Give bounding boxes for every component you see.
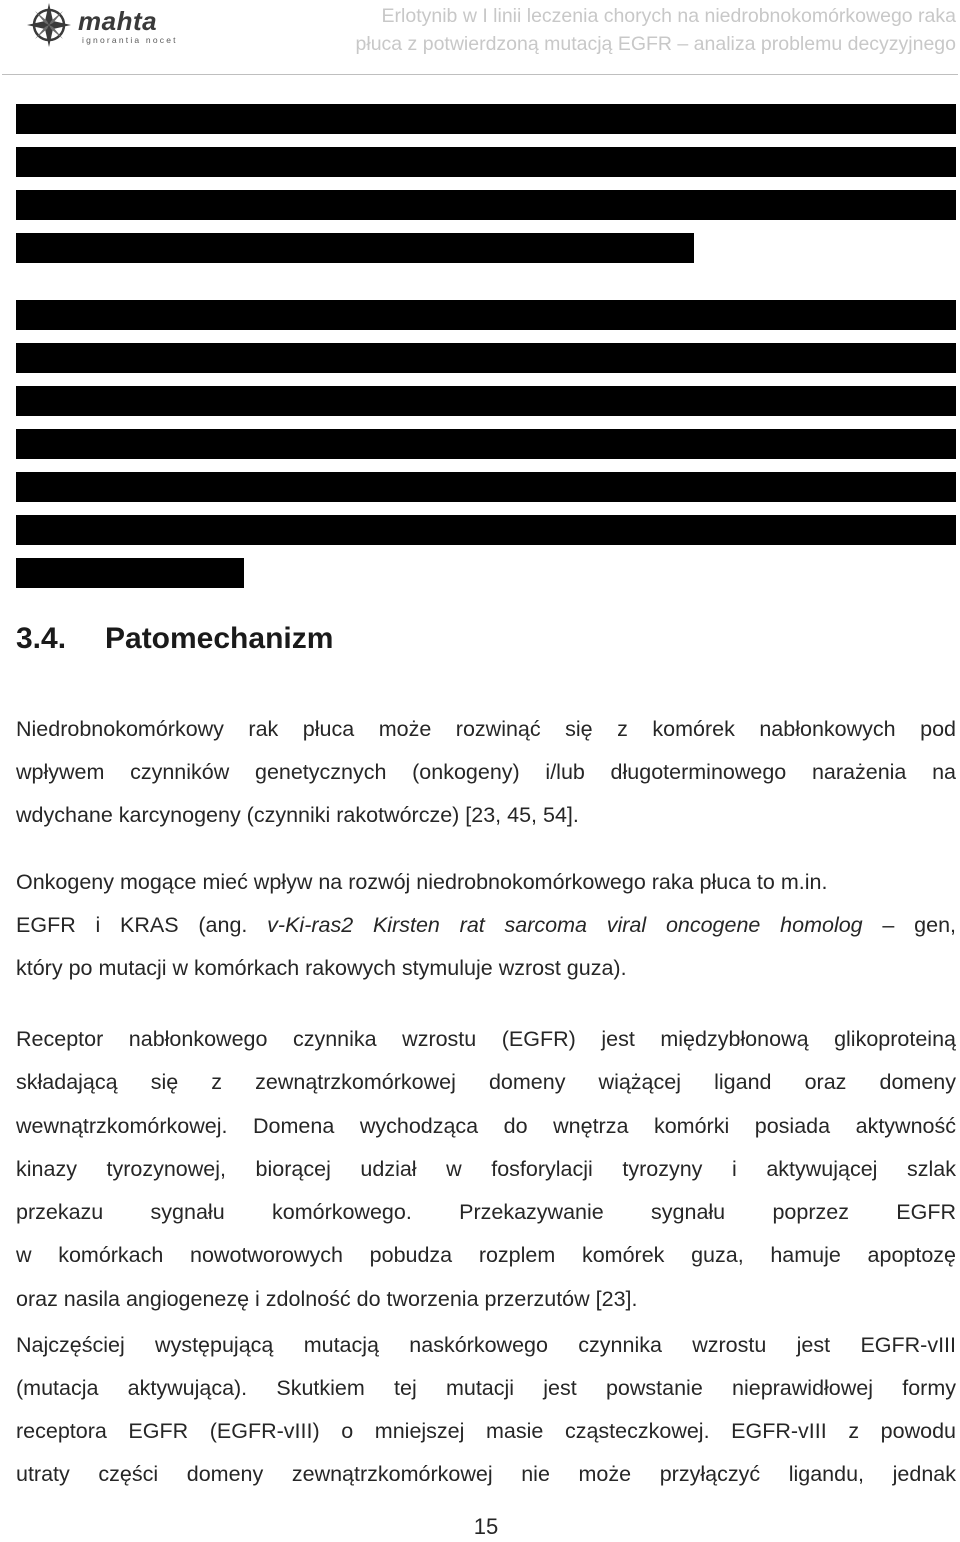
paragraph <box>16 1018 956 1321</box>
redaction-bar <box>16 300 956 330</box>
paragraph-line: utraty części domeny zewnątrzkomórkowej nie może przyłączyć ligandu, jednak <box>16 1462 956 1486</box>
paragraph-line: Niedrobnokomórkowy rak płuca może rozwinąć się z komórek nabłonkowych pod <box>16 717 956 741</box>
paragraph-line: przekazu sygnału komórkowego. Przekazywanie sygnału poprzez EGFR <box>16 1200 956 1225</box>
gene-full-name: v-Ki-ras2 Kirsten rat sarcoma viral oncogene homolog <box>267 913 863 937</box>
redaction-bar <box>16 558 244 588</box>
text-run: – gen, <box>862 913 956 937</box>
compass-rose-icon <box>26 2 72 48</box>
paragraph-line: oraz nasila angiogenezę i zdolność do tworzenia przerzutów [23]. <box>16 1286 638 1311</box>
section-title: Patomechanizm <box>105 622 334 655</box>
document-title-line: płuca z potwierdzoną mutacją EGFR – analiza problemu decyzyjnego <box>355 33 956 55</box>
redaction-bar <box>16 386 956 416</box>
section-heading <box>16 622 333 656</box>
paragraph <box>16 1324 956 1496</box>
redaction-bar <box>16 343 956 373</box>
paragraph-line: Receptor nabłonkowego czynnika wzrostu (EGFR) jest międzybłonową glikoproteiną <box>16 1027 956 1051</box>
redaction-bar <box>16 233 694 263</box>
paragraph-line: receptora EGFR (EGFR-vIII) o mniejszej masie cząsteczkowej. EGFR-vIII z powodu <box>16 1419 956 1443</box>
paragraph-line: który po mutacji w komórkach rakowych stymuluje wzrost guza). <box>16 956 627 980</box>
paragraph-line <box>16 904 956 947</box>
brand-name: mahta <box>78 6 158 36</box>
redaction-bar <box>16 190 956 220</box>
document-title <box>236 2 956 58</box>
paragraph-line: wewnątrzkomórkowej. Domena wychodząca do wnętrza komórki posiada aktywność <box>16 1113 956 1138</box>
paragraph-line: w komórkach nowotworowych pobudza rozplem komórek guza, hamuje apoptozę <box>16 1243 956 1268</box>
document-title-line: Erlotynib w I linii leczenia chorych na niedrobnokomórkowego raka <box>381 5 956 27</box>
section-number: 3.4. <box>16 622 67 655</box>
header-divider <box>2 74 958 75</box>
paragraph-line: Najczęściej występującą mutacją naskórkowego czynnika wzrostu jest EGFR-vIII <box>16 1333 956 1357</box>
redaction-bar <box>16 147 956 177</box>
paragraph-line: Onkogeny mogące mieć wpływ na rozwój niedrobnokomórkowego raka płuca to m.in. <box>16 870 828 894</box>
paragraph-line: wdychane karcynogeny (czynniki rakotwórcze) [23, 45, 54]. <box>16 803 579 827</box>
paragraph-line: wpływem czynników genetycznych (onkogeny) i/lub długoterminowego narażenia na <box>16 760 956 784</box>
paragraph-line: (mutacja aktywująca). Skutkiem tej mutacji jest powstanie nieprawidłowej formy <box>16 1376 956 1400</box>
paragraph <box>16 861 956 990</box>
paragraph-line: składającą się z zewnątrzkomórkowej domeny wiążącej ligand oraz domeny <box>16 1070 956 1095</box>
mahta-logo <box>26 2 196 48</box>
page-header <box>0 0 960 76</box>
redaction-bar <box>16 515 956 545</box>
redaction-bar <box>16 104 956 134</box>
page-number: 15 <box>473 1514 499 1539</box>
redaction-bar <box>16 429 956 459</box>
brand-tagline: ignorantia nocet <box>82 35 178 45</box>
text-run: EGFR i KRAS (ang. <box>16 913 268 937</box>
redaction-bar <box>16 472 956 502</box>
paragraph-line: kinazy tyrozynowej, biorącej udział w fosforylacji tyrozyny i aktywującej szlak <box>16 1156 956 1181</box>
paragraph <box>16 708 956 837</box>
